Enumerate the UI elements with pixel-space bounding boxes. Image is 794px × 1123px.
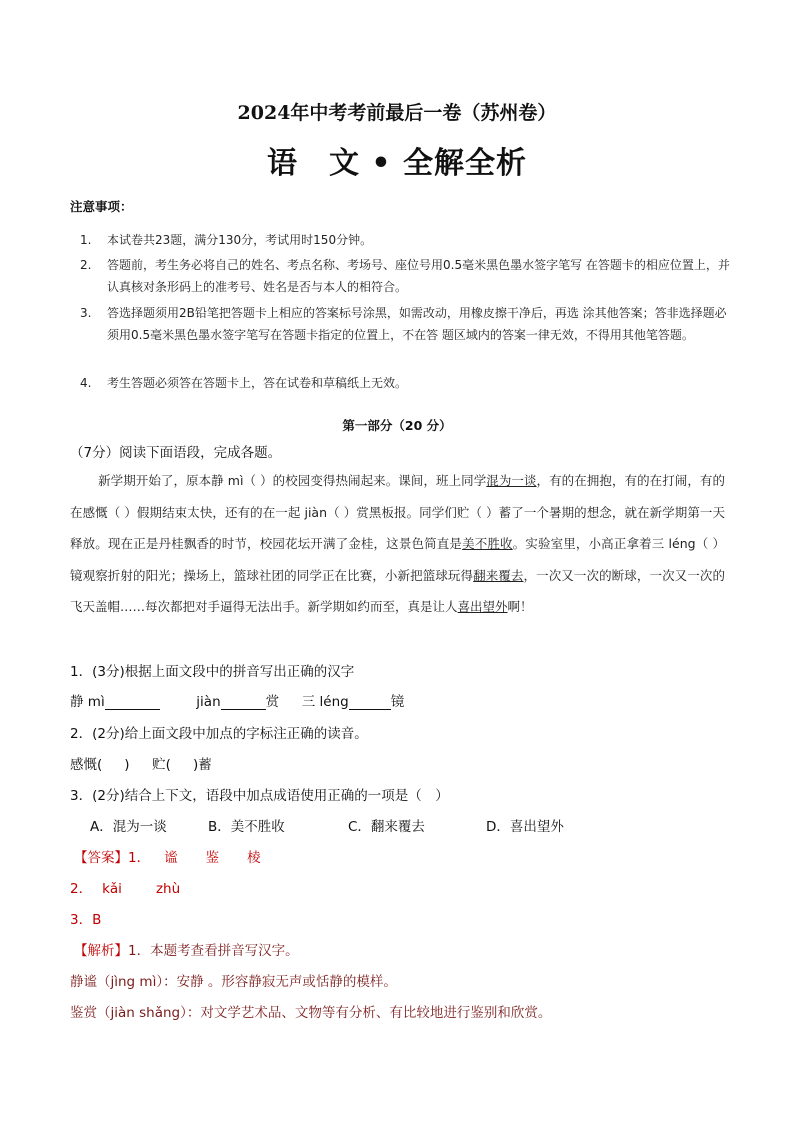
exam-subtitle: 语 文 • 全解全析 — [266, 146, 528, 181]
idiom-underlined: 混为一谈 — [486, 473, 537, 488]
option-d: D．喜出望外 — [486, 819, 564, 835]
notice-item-number: 4. — [80, 376, 92, 390]
pinyin-blank-close: )蓄 — [192, 757, 212, 773]
answer-line-3: 3．B — [70, 912, 102, 928]
question-1-blanks — [70, 690, 404, 710]
reading-intro: （7分）阅读下面语段，完成各题。 — [70, 445, 282, 461]
exam-title: 2024年中考考前最后一卷（苏州卷） — [237, 102, 557, 124]
notice-item-3 — [80, 302, 730, 346]
question-2-stem: 2．(2分)给上面文段中加点的字标注正确的读音。 — [70, 726, 368, 742]
option-c: C．翻来覆去 — [348, 819, 425, 835]
answer-line-2 — [70, 877, 180, 897]
notice-item-1 — [80, 229, 730, 251]
blank-label: 静 mì — [70, 694, 105, 710]
part-one-heading: 第一部分（20 分） — [342, 418, 452, 433]
blank-label: jiàn — [196, 694, 221, 710]
answer-pinyin: kǎi — [102, 881, 122, 897]
answer-blank — [221, 695, 266, 710]
analysis-line-2: 静谧（jìng mì）：安静 。形容静寂无声或恬静的模样。 — [70, 974, 397, 990]
question-3-stem: 3．(2分)结合上下文，语段中加点成语使用正确的一项是（ ） — [70, 788, 449, 804]
notice-item-text: 答题前，考生务必将自己的姓名、考点名称、考场号、座位号用0.5毫米黑色墨水签字笔写 在答题卡的相应位置上，并认真核对条形码上的准考号、姓名是否与本人的相符合。 — [107, 258, 730, 294]
blank-label: 镜 — [390, 694, 405, 710]
answer-number: 1． — [128, 850, 151, 866]
reading-passage — [70, 465, 725, 623]
passage-text: 新学期开始了，原本静 mì（ ）的校园变得热闹起来。课间，班上同学 — [98, 473, 487, 488]
pinyin-blank-open: 贮( — [152, 757, 171, 773]
answer-line-1 — [74, 846, 261, 866]
question-1-stem: 1．(3分)根据上面文段中的拼音写出正确的汉字 — [70, 664, 355, 680]
blank-label: 赏 — [265, 694, 280, 710]
option-b: B．美不胜收 — [208, 819, 285, 835]
notice-item-number: 3. — [80, 306, 92, 320]
passage-text: ，有的在拥抱，有的在打闹，有的在感慨（ ）假期结束太快，还有的在一起 jiàn（ ）赏黑板报。同学们贮（ ）蓄了一个暑期的想念，就在新学期第一天释放。现在正是丹桂飘香的时节，校园花坛开满了金桂，这景色简直是 — [70, 473, 725, 551]
passage-text: 。实验室里，小高正拿着三 léng（ ）镜观察折射的阳光；操场上，篮球社团的同学正在比赛，小新把篮球玩得 — [70, 536, 725, 583]
notice-item-4 — [80, 372, 730, 394]
question-2-blanks — [70, 753, 212, 773]
answer-char: 谧 — [164, 850, 178, 866]
passage-text: 啊！ — [507, 599, 533, 614]
question-3-options — [90, 815, 564, 835]
notice-heading: 注意事项： — [70, 199, 133, 214]
answer-blank — [105, 695, 160, 710]
answer-number: 2． — [70, 881, 93, 897]
passage-text: ，一次又一次的断球，一次又一次的飞天盖帽……每次都把对手逼得无法出手。新学期如约而至，真是让人 — [70, 567, 725, 614]
notice-item-text: 答选择题须用2B铅笔把答题卡上相应的答案标号涂黑，如需改动，用橡皮擦干净后，再选 涂其他答案；答非选择题必须用0.5毫米黑色墨水签字笔写在答题卡指定的位置上，不在答 题区域内的答案一律无效，不得用其他笔答题。 — [107, 306, 727, 342]
analysis-line-3: 鉴赏（jiàn shǎng）：对文学艺术品、文物等有分析、有比较地进行鉴别和欣赏。 — [70, 1005, 552, 1021]
analysis-text: 1．本题考查看拼音写汉字。 — [128, 943, 299, 959]
answer-char: 棱 — [247, 850, 261, 866]
notice-item-text: 考生答题必须答在答题卡上，答在试卷和草稿纸上无效。 — [107, 376, 408, 390]
idiom-underlined: 美不胜收 — [462, 536, 513, 551]
idiom-underlined: 翻来覆去 — [473, 567, 524, 583]
notice-item-2 — [80, 254, 730, 298]
analysis-label: 【解析】 — [74, 943, 128, 959]
analysis-line-1 — [74, 939, 299, 959]
pinyin-blank-open: 感慨( — [70, 757, 103, 773]
answer-pinyin: zhù — [155, 881, 181, 897]
notice-item-number: 2. — [80, 258, 92, 272]
answer-blank — [349, 695, 391, 710]
pinyin-blank-close: ) — [124, 757, 130, 773]
option-a: A．混为一谈 — [90, 819, 167, 835]
answer-char: 鉴 — [205, 850, 220, 866]
notice-item-text: 本试卷共23题，满分130分，考试用时150分钟。 — [107, 233, 373, 247]
blank-label: 三 léng — [301, 694, 349, 710]
idiom-underlined: 喜出望外 — [457, 599, 508, 614]
notice-item-number: 1. — [80, 233, 92, 247]
answer-label: 【答案】 — [74, 850, 128, 866]
